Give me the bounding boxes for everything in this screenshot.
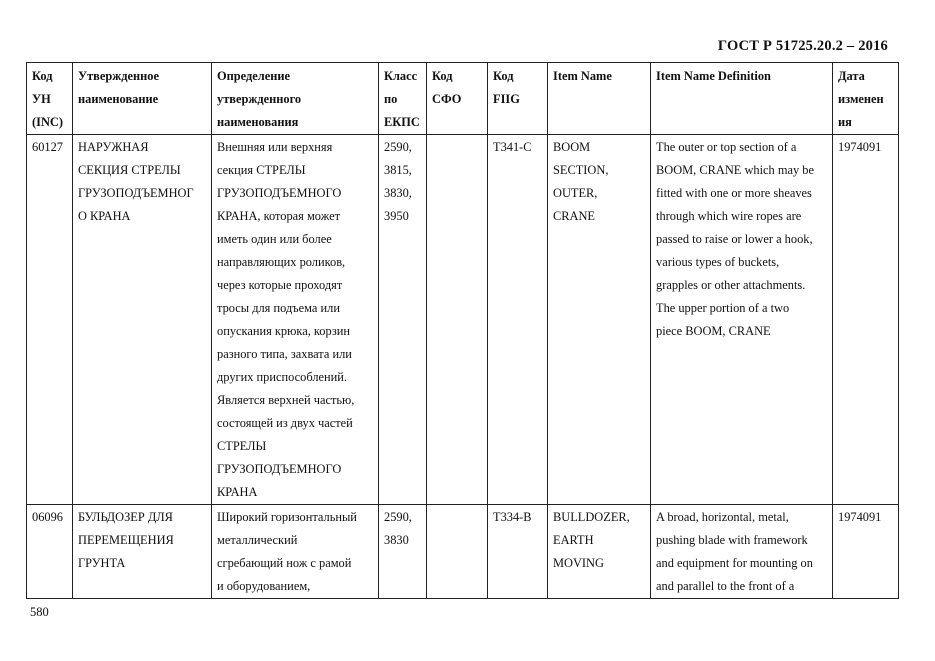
cell-sfo	[427, 135, 488, 505]
cell-inc: 06096	[27, 505, 73, 599]
table-header-row	[27, 63, 899, 135]
cell-class: 2590, 3830	[379, 505, 427, 599]
header-class: Класс по ЕКПС	[379, 63, 427, 135]
header-inc: Код УН (INC)	[27, 63, 73, 135]
header-item-definition: Item Name Definition	[651, 63, 833, 135]
cell-date: 1974091	[833, 135, 899, 505]
cell-class: 2590, 3815, 3830, 3950	[379, 135, 427, 505]
header-approved-name: Утвержденное наименование	[73, 63, 212, 135]
cell-approved-name: НАРУЖНАЯ СЕКЦИЯ СТРЕЛЫ ГРУЗОПОДЪЕМНОГ О КРАНА	[73, 135, 212, 505]
cell-fiig: T341-C	[488, 135, 548, 505]
cell-sfo	[427, 505, 488, 599]
header-sfo: Код СФО	[427, 63, 488, 135]
table-row	[27, 135, 899, 505]
cell-item-definition: A broad, horizontal, metal, pushing blade with framework and equipment for mounting on and parallel to the front of a	[651, 505, 833, 599]
cell-fiig: T334-B	[488, 505, 548, 599]
cell-approved-name: БУЛЬДОЗЕР ДЛЯ ПЕРЕМЕЩЕНИЯ ГРУНТА	[73, 505, 212, 599]
header-fiig: Код FIIG	[488, 63, 548, 135]
document-standard-header: ГОСТ Р 51725.20.2 – 2016	[717, 38, 888, 54]
header-item-name: Item Name	[548, 63, 651, 135]
header-definition: Определение утвержденного наименования	[212, 63, 379, 135]
cell-definition: Широкий горизонтальный металлический сгребающий нож с рамой и оборудованием,	[212, 505, 379, 599]
header-date: Дата изменен ия	[833, 63, 899, 135]
table-row	[27, 505, 899, 599]
cell-inc: 60127	[27, 135, 73, 505]
cell-item-definition: The outer or top section of a BOOM, CRANE which may be fitted with one or more sheaves through which wire ropes are passed to raise or lower a hook, various types of buckets, grapples or other attachments. The upper portion of a two piece BOOM, CRANE	[651, 135, 833, 505]
cell-item-name: BULLDOZER, EARTH MOVING	[548, 505, 651, 599]
page-number: 580	[30, 605, 49, 619]
items-table	[26, 62, 899, 599]
cell-item-name: BOOM SECTION, OUTER, CRANE	[548, 135, 651, 505]
cell-definition: Внешняя или верхняя секция СТРЕЛЫ ГРУЗОПОДЪЕМНОГО КРАНА, которая может иметь один или более направляющих роликов, через которые проходят тросы для подъема или опускания крюка, корзин разного типа, захвата или других приспособлений. Является верхней частью, состоящей из двух частей СТРЕЛЫ ГРУЗОПОДЪЕМНОГО КРАНА	[212, 135, 379, 505]
cell-date: 1974091	[833, 505, 899, 599]
